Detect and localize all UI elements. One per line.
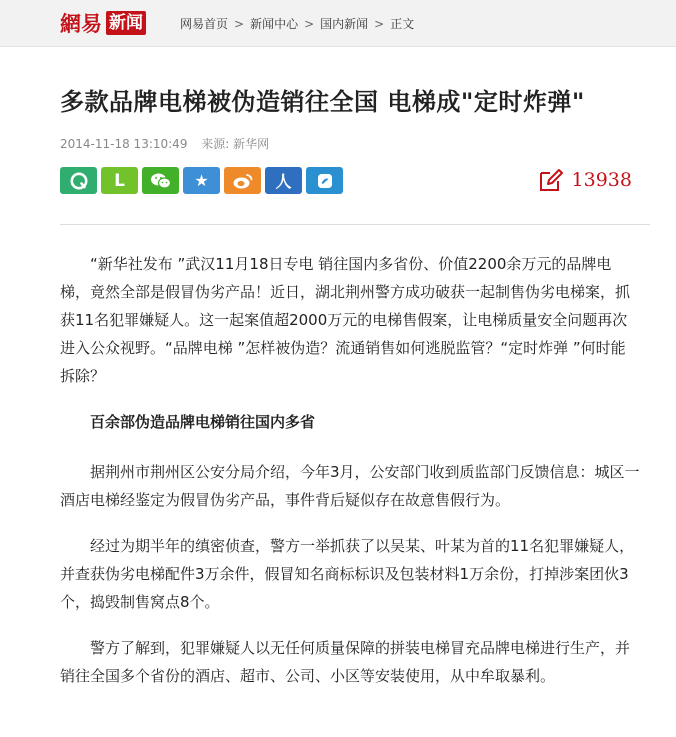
breadcrumb-home-link[interactable]: 网易首页 [180,17,229,31]
qq-share-button[interactable] [60,167,97,194]
chevron-right-icon: > [304,16,315,31]
chevron-right-icon: > [234,16,245,31]
breadcrumb-current-page: 正文 [390,17,415,31]
weibo-icon [232,172,254,190]
yixin-share-button[interactable] [306,167,343,194]
renren-share-button[interactable] [265,167,302,194]
qzone-share-button[interactable] [183,167,220,194]
breadcrumb [180,15,414,32]
article-datetime: 2014-11-18 13:10:49 [60,137,188,151]
breadcrumb-news-center-link[interactable]: 新闻中心 [250,17,299,31]
top-navigation-bar [0,0,676,47]
yixin-icon [316,172,334,190]
qq-icon [70,172,88,190]
article-paragraph: “新华社发布 ”武汉11月18日专电 销往国内多省份、价值2200余万元的品牌电梯，竟然全部是假冒伪劣产品！近日，湖北荆州警方成功破获一起制售伪劣电梯案，抓获11名犯罪嫌疑人。这一起案值超2000万元的电梯售假案，让电梯质量安全问题再次进入公众视野。“品牌电梯 ”怎样被伪造？流通销售如何逃脱监管？“定时炸弹 ”何时能拆除？ [60,255,631,385]
article-paragraph: 警方了解到，犯罪嫌疑人以无任何质量保障的拼装电梯冒充品牌电梯进行生产，并销往全国多个省份的酒店、超市、公司、小区等安装使用，从中牟取暴利。 [60,639,631,685]
comment-count-button[interactable] [538,167,632,193]
weibo-share-button[interactable] [224,167,261,194]
share-button-row [60,167,343,194]
logo-news-badge: 新闻 [106,11,146,35]
lofter-share-button[interactable] [101,167,138,194]
breadcrumb-domestic-news-link[interactable]: 国内新闻 [320,17,369,31]
qzone-star-icon: ★ [194,171,209,190]
logo-netease-text: 網易 [60,11,102,36]
header-divider [60,224,650,225]
wechat-icon [150,172,172,190]
chevron-right-icon: > [374,16,385,31]
article-paragraph: 据荆州市荆州区公安分局介绍，今年3月，公安部门收到质监部门反馈信息：城区一酒店电梯经鉴定为假冒伪劣产品，事件背后疑似存在故意售假行为。 [60,463,640,509]
wechat-share-button[interactable] [142,167,179,194]
article-subheading: 百余部伪造品牌电梯销往国内多省 [90,413,316,431]
article-meta [60,135,269,152]
comment-count: 13938 [571,169,632,191]
netease-news-logo[interactable] [60,9,146,37]
lofter-icon: L [114,170,125,191]
article-paragraph: 经过为期半年的缜密侦查，警方一举抓获了以吴某、叶某为首的11名犯罪嫌疑人，并查获伪劣电梯配件3万余件，假冒知名商标标识及包装材料1万余份，打掉涉案团伙3个，捣毁制售窝点8个。 [60,537,635,611]
article-source: 来源: 新华网 [201,137,270,151]
renren-icon: 人 [275,172,292,191]
article-title: 多款品牌电梯被伪造销往全国 电梯成"定时炸弹" [60,88,585,116]
edit-comment-icon [538,167,564,193]
article-body [60,250,640,708]
